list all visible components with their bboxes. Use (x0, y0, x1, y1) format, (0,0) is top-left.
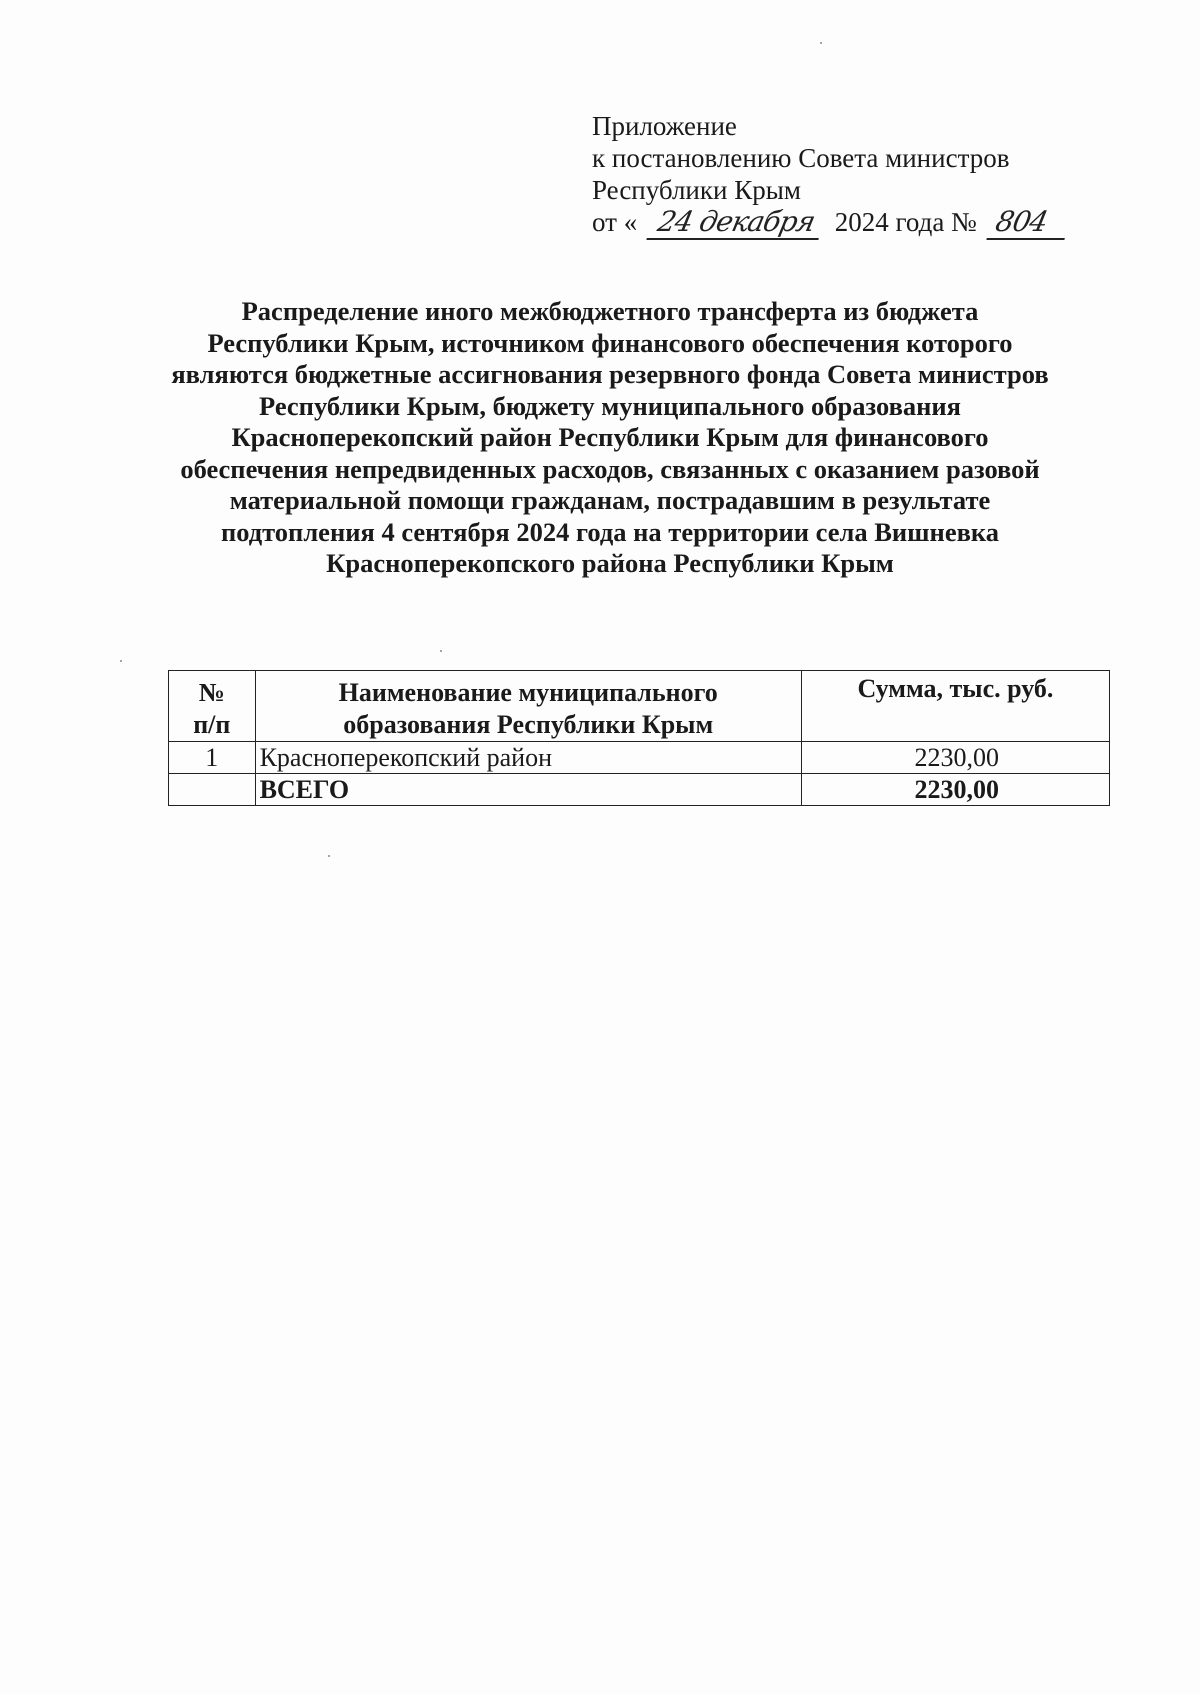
total-sum: 2230,00 (801, 774, 1109, 806)
date-prefix: от « (592, 207, 638, 237)
appendix-date-line (592, 206, 1112, 240)
row-sum: 2230,00 (801, 742, 1109, 774)
header-number-abbr: п/п (193, 710, 231, 739)
title-line: Республики Крым, бюджету муниципального образования (258, 390, 962, 421)
total-label: ВСЕГО (255, 774, 801, 806)
appendix-header (592, 110, 1112, 240)
header-number (169, 671, 256, 742)
header-number-symbol: № (198, 678, 225, 707)
total-number (169, 774, 256, 806)
scan-speck (120, 660, 122, 662)
scan-speck (820, 42, 822, 44)
appendix-label: Приложение (592, 111, 737, 141)
title-line: Распределение иного межбюджетного трансферта из бюджета (241, 296, 979, 326)
appendix-republic: Республики Крым (592, 175, 801, 205)
scan-speck (440, 650, 442, 652)
title-line: Красноперекопский район Республики Крым для финансового (231, 422, 989, 452)
title-line: подтопления 4 сентября 2024 года на территории села Вишневка (220, 516, 1000, 547)
title-line: Республики Крым, источником финансового обеспечения которого (207, 327, 1013, 358)
distribution-table (168, 670, 1110, 806)
title-line: обеспечения непредвиденных расходов, связанных с оказанием разовой (180, 453, 1040, 484)
header-municipality-line1: Наименование муниципального (338, 678, 718, 707)
header-municipality (255, 671, 801, 742)
title-line: Красноперекопского района Республики Крым (326, 548, 894, 578)
header-municipality-line2: образования Республики Крым (343, 710, 714, 739)
document-title (140, 296, 1080, 580)
row-number: 1 (169, 742, 256, 774)
year-text: 2024 года № (834, 207, 977, 237)
scan-speck (328, 855, 330, 857)
table-row (169, 742, 1110, 774)
title-line: материальной помощи гражданам, пострадавшим в результате (229, 485, 991, 515)
header-sum: Сумма, тыс. руб. (801, 671, 1109, 742)
row-municipality: Красноперекопский район (255, 742, 801, 774)
title-line: являются бюджетные ассигнования резервного фонда Совета министров (171, 359, 1049, 389)
table-header-row (169, 671, 1110, 742)
handwritten-date: 24 декабря (646, 206, 825, 240)
appendix-reference: к постановлению Совета министров (592, 143, 1010, 173)
table-total-row (169, 774, 1110, 806)
handwritten-number: 804 (986, 206, 1071, 240)
